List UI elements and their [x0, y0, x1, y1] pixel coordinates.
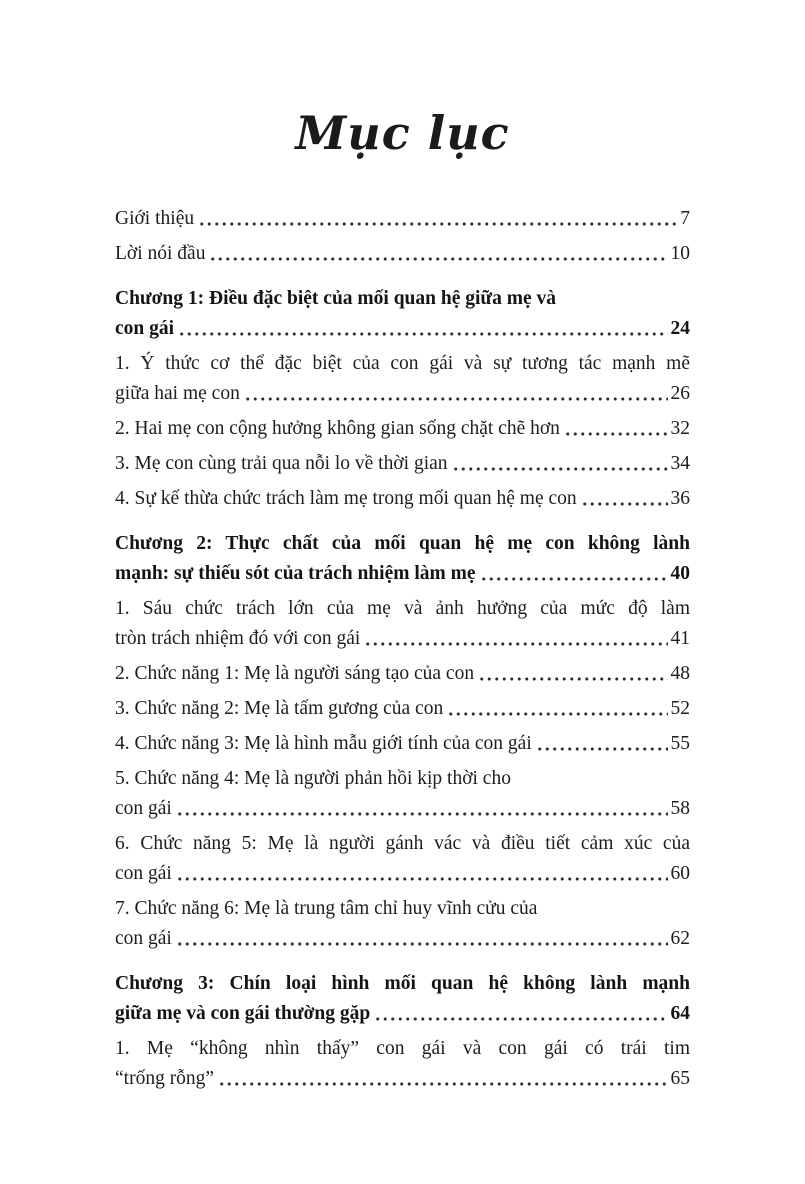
toc-entry — [115, 729, 690, 759]
toc-entry-text: con gái — [115, 863, 172, 884]
toc-entry — [115, 414, 690, 444]
toc-page-number: 24 — [670, 318, 690, 339]
dot-leader — [452, 467, 668, 471]
dot-leader — [364, 642, 667, 646]
toc-entry-text: tròn trách nhiệm đó với con gái — [115, 628, 361, 649]
dot-leader — [176, 877, 668, 881]
dot-leader — [176, 812, 668, 816]
toc-entry-text: Chương 3: Chín loại hình mối quan hệ không lành mạnh — [115, 973, 690, 994]
toc-entry-text: 2. Chức năng 1: Mẹ là người sáng tạo của con — [115, 663, 475, 684]
toc-page-number: 58 — [670, 798, 690, 819]
dot-leader — [209, 257, 667, 261]
toc-entry-text: 1. Mẹ “không nhìn thấy” con gái và con gái có trái tim — [115, 1038, 690, 1059]
dot-leader — [564, 432, 668, 436]
toc-entry-text: con gái — [115, 798, 172, 819]
page-title: Mục lục — [295, 106, 510, 160]
toc-entry-text: Lời nói đầu — [115, 243, 206, 264]
toc-entry-text: 3. Chức năng 2: Mẹ là tấm gương của con — [115, 698, 444, 719]
toc-entry-text: “trống rỗng” — [115, 1068, 215, 1089]
dot-leader — [447, 712, 667, 716]
toc-entry-text: con gái — [115, 928, 172, 949]
dot-leader — [374, 1017, 667, 1021]
toc-page-number: 40 — [670, 563, 690, 584]
dot-leader — [480, 577, 668, 581]
toc-page-number: 26 — [670, 383, 690, 404]
toc-page-number: 34 — [670, 453, 690, 474]
toc-chapter-entry — [115, 969, 690, 1029]
toc-chapter-entry — [115, 529, 690, 589]
toc-page-number: 32 — [670, 418, 690, 439]
toc-page-number: 60 — [670, 863, 690, 884]
dot-leader — [244, 397, 668, 401]
toc-page-number: 65 — [670, 1068, 690, 1089]
dot-leader — [478, 677, 667, 681]
toc-entry-text: 4. Chức năng 3: Mẹ là hình mẫu giới tính của con gái — [115, 733, 532, 754]
dot-leader — [176, 942, 668, 946]
toc-page-number: 55 — [670, 733, 690, 754]
toc-entry — [115, 894, 690, 954]
toc-entry-text: Giới thiệu — [115, 208, 195, 229]
toc-page-number: 41 — [670, 628, 690, 649]
toc-page-number: 52 — [670, 698, 690, 719]
dot-leader — [581, 502, 668, 506]
toc-entry — [115, 659, 690, 689]
toc-entry — [115, 239, 690, 269]
toc-entry-text: 7. Chức năng 6: Mẹ là trung tâm chỉ huy vĩnh cửu của — [115, 898, 538, 919]
toc-entry — [115, 204, 690, 234]
toc-entry — [115, 1034, 690, 1094]
toc-entry-text: 4. Sự kế thừa chức trách làm mẹ trong mối quan hệ mẹ con — [115, 488, 577, 509]
dot-leader — [178, 332, 667, 336]
toc-entry — [115, 484, 690, 514]
toc-chapter-entry — [115, 284, 690, 344]
toc-entry-text: Chương 1: Điều đặc biệt của mối quan hệ giữa mẹ và — [115, 288, 557, 309]
toc-page-number: 64 — [670, 1003, 690, 1024]
toc-page-number: 7 — [680, 208, 690, 229]
toc-entry — [115, 694, 690, 724]
toc-entry — [115, 829, 690, 889]
toc-entry-text: 1. Sáu chức trách lớn của mẹ và ảnh hưởng của mức độ làm — [115, 598, 690, 619]
toc-entry — [115, 594, 690, 654]
toc-entry — [115, 349, 690, 409]
toc-entry-text: Chương 2: Thực chất của mối quan hệ mẹ con không lành — [115, 533, 690, 554]
toc-entry-text: 3. Mẹ con cùng trải qua nỗi lo về thời gian — [115, 453, 448, 474]
table-of-contents — [115, 204, 690, 1094]
toc-entry-text: 6. Chức năng 5: Mẹ là người gánh vác và điều tiết cảm xúc của — [115, 833, 690, 854]
toc-entry-text: mạnh: sự thiếu sót của trách nhiệm làm mẹ — [115, 563, 476, 584]
toc-entry-text: giữa mẹ và con gái thường gặp — [115, 1003, 371, 1024]
toc-page-number: 10 — [670, 243, 690, 264]
dot-leader — [198, 222, 677, 226]
toc-page-number: 62 — [670, 928, 690, 949]
toc-entry-text: giữa hai mẹ con — [115, 383, 240, 404]
toc-entry-text: 5. Chức năng 4: Mẹ là người phản hồi kịp thời cho — [115, 768, 511, 789]
toc-entry-text: 1. Ý thức cơ thể đặc biệt của con gái và sự tương tác mạnh mẽ — [115, 353, 690, 374]
toc-entry — [115, 764, 690, 824]
toc-page-number: 36 — [670, 488, 690, 509]
toc-entry-text: 2. Hai mẹ con cộng hưởng không gian sống chặt chẽ hơn — [115, 418, 560, 439]
dot-leader — [536, 747, 668, 751]
toc-entry — [115, 449, 690, 479]
toc-entry-text: con gái — [115, 318, 175, 339]
dot-leader — [218, 1082, 667, 1086]
toc-page-number: 48 — [670, 663, 690, 684]
